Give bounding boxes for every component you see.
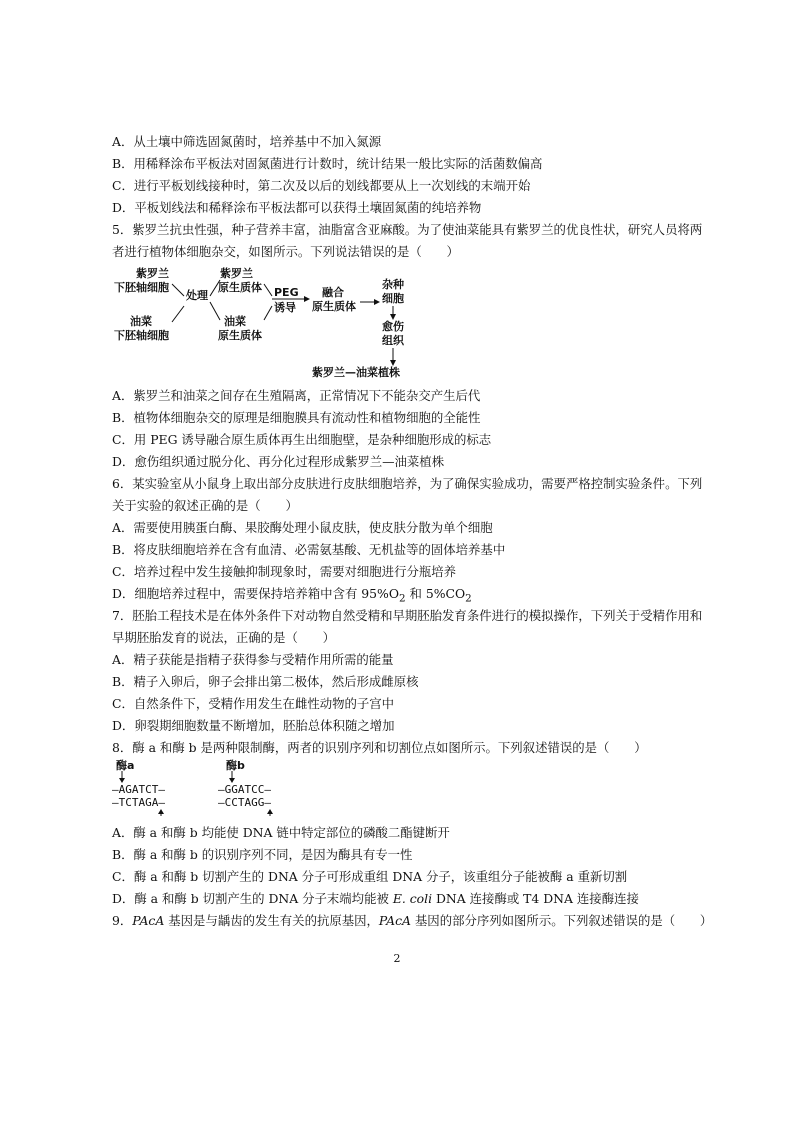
q5-fusion-diagram — [112, 266, 412, 382]
node-violet-protoplast-2: 原生质体 — [218, 281, 262, 294]
q5-option-d: D．愈伤组织通过脱分化、再分化过程形成紫罗兰—油菜植株 — [112, 454, 445, 469]
q9-gene-name-1: PAcA — [132, 913, 165, 928]
node-violet-protoplast-1: 紫罗兰 — [220, 267, 253, 280]
q9-stem — [112, 912, 712, 930]
node-callus-1: 愈伤 — [382, 320, 404, 333]
q5-stem-line1: 5．紫罗兰抗虫性强，种子营养丰富，油脂富含亚麻酸。为了使油菜能具有紫罗兰的优良性状，研究人员将两 — [112, 222, 703, 237]
enzyme-b-seq-top: —GGATCC— — [218, 783, 271, 796]
q7-stem-line1: 7．胚胎工程技术是在体外条件下对动物自然受精和早期胚胎发育条件进行的模拟操作，下列关于受精作用和 — [112, 608, 703, 623]
node-hybrid-1: 杂种 — [382, 278, 404, 291]
q6-option-d-text1: D．细胞培养过程中，需要保持培养箱中含有 95%O — [112, 586, 399, 601]
q6-option-d-sub1: 2 — [399, 592, 406, 605]
node-fuse-1: 融合 — [322, 286, 344, 299]
enzyme-b-label: 酶b — [226, 759, 245, 772]
q4-option-d: D．平板划线法和稀释涂布平板法都可以获得土壤固氮菌的纯培养物 — [112, 200, 482, 215]
enzyme-a-seq-bottom: —TCTAGA— — [112, 796, 165, 809]
q6-option-a: A．需要使用胰蛋白酶、果胶酶处理小鼠皮肤，使皮肤分散为单个细胞 — [112, 520, 493, 535]
q9-gene-name-2: PAcA — [378, 913, 411, 928]
q6-stem-line1: 6．某实验室从小鼠身上取出部分皮肤进行皮肤细胞培养，为了确保实验成功，需要严格控制实验条件。下列 — [112, 476, 703, 491]
node-violet-hypocotyl-1: 紫罗兰 — [136, 267, 169, 280]
q8-restriction-site-diagram — [112, 758, 292, 816]
q7-stem-line2: 早期胚胎发育的说法，正确的是（ ） — [112, 630, 336, 645]
q7-option-b: B．精子入卵后，卵子会排出第二极体，然后形成雌原核 — [112, 674, 419, 689]
node-induce: 诱导 — [274, 301, 296, 314]
node-rape-protoplast-2: 原生质体 — [218, 329, 262, 342]
enzyme-a-seq-top: —AGATCT— — [112, 783, 165, 796]
q4-option-c: C．进行平板划线接种时，第二次及以后的划线都要从上一次划线的末端开始 — [112, 178, 531, 193]
q8-option-d-text2: DNA 连接酶或 T4 DNA 连接酶连接 — [432, 891, 639, 906]
q8-option-d-text1: D．酶 a 和酶 b 切割产生的 DNA 分子末端均能被 — [112, 891, 393, 906]
enzyme-a-label: 酶a — [116, 759, 135, 772]
q8-stem: 8．酶 a 和酶 b 是两种限制酶，两者的识别序列和切割位点如图所示。下列叙述错误的是（ ） — [112, 740, 647, 755]
q7-option-a: A．精子获能是指精子获得参与受精作用所需的能量 — [112, 652, 394, 667]
q7-option-c: C．自然条件下，受精作用发生在雌性动物的子宫中 — [112, 696, 395, 711]
q5-option-c: C．用 PEG 诱导融合原生质体再生出细胞壁，是杂种细胞形成的标志 — [112, 432, 492, 447]
q6-option-d-text2: 和 5%CO — [405, 586, 466, 601]
q6-option-d — [112, 585, 472, 607]
q5-option-b: B．植物体细胞杂交的原理是细胞膜具有流动性和植物细胞的全能性 — [112, 410, 481, 425]
q8-option-b: B．酶 a 和酶 b 的识别序列不同，是因为酶具有专一性 — [112, 847, 413, 862]
q6-stem-line2: 关于实验的叙述正确的是（ ） — [112, 498, 298, 513]
enzyme-a-bottom-cut-arrow — [158, 809, 164, 814]
q9-text-2: 基因的部分序列如图所示。下列叙述错误的是（ ） — [410, 913, 713, 928]
node-rape-hypocotyl-2: 下胚轴细胞 — [114, 329, 169, 342]
enzyme-b-bottom-cut-arrow — [267, 809, 273, 814]
q8-option-d — [112, 890, 639, 908]
q9-text-1: 基因是与龋齿的发生有关的抗原基因， — [164, 913, 379, 928]
q8-option-a: A．酶 a 和酶 b 均能使 DNA 链中特定部位的磷酸二酯键断开 — [112, 825, 450, 840]
q6-option-d-sub2: 2 — [465, 592, 472, 605]
node-violet-hypocotyl-2: 下胚轴细胞 — [114, 281, 169, 294]
node-rape-protoplast-1: 油菜 — [224, 315, 246, 328]
q4-option-a: A．从土壤中筛选固氮菌时，培养基中不加入氮源 — [112, 134, 382, 149]
node-rape-hypocotyl-1: 油菜 — [130, 315, 152, 328]
enzyme-b-seq-bottom: —CCTAGG— — [218, 796, 271, 809]
node-hybrid-2: 细胞 — [382, 292, 404, 305]
node-treat: 处理 — [186, 289, 208, 302]
q8-option-d-ecoli: E. coli — [392, 891, 433, 906]
node-fuse-2: 原生质体 — [312, 300, 356, 313]
node-hybrid-plant: 紫罗兰—油菜植株 — [312, 366, 400, 379]
page-number: 2 — [393, 952, 401, 965]
node-peg: PEG — [274, 286, 299, 299]
q9-number: 9． — [112, 913, 133, 928]
q5-option-a: A．紫罗兰和油菜之间存在生殖隔离，正常情况下不能杂交产生后代 — [112, 388, 481, 403]
q4-option-b: B．用稀释涂布平板法对固氮菌进行计数时，统计结果一般比实际的活菌数偏高 — [112, 156, 543, 171]
q6-option-b: B．将皮肤细胞培养在含有血清、必需氨基酸、无机盐等的固体培养基中 — [112, 542, 506, 557]
q8-option-c: C．酶 a 和酶 b 切割产生的 DNA 分子可形成重组 DNA 分子，该重组分子能被酶 a 重新切割 — [112, 869, 628, 884]
q7-option-d: D．卵裂期细胞数量不断增加，胚胎总体积随之增加 — [112, 718, 395, 733]
q5-stem-line2: 者进行植物体细胞杂交，如图所示。下列说法错误的是（ ） — [112, 244, 459, 259]
q6-option-c: C．培养过程中发生接触抑制现象时，需要对细胞进行分瓶培养 — [112, 564, 457, 579]
node-callus-2: 组织 — [382, 334, 404, 347]
